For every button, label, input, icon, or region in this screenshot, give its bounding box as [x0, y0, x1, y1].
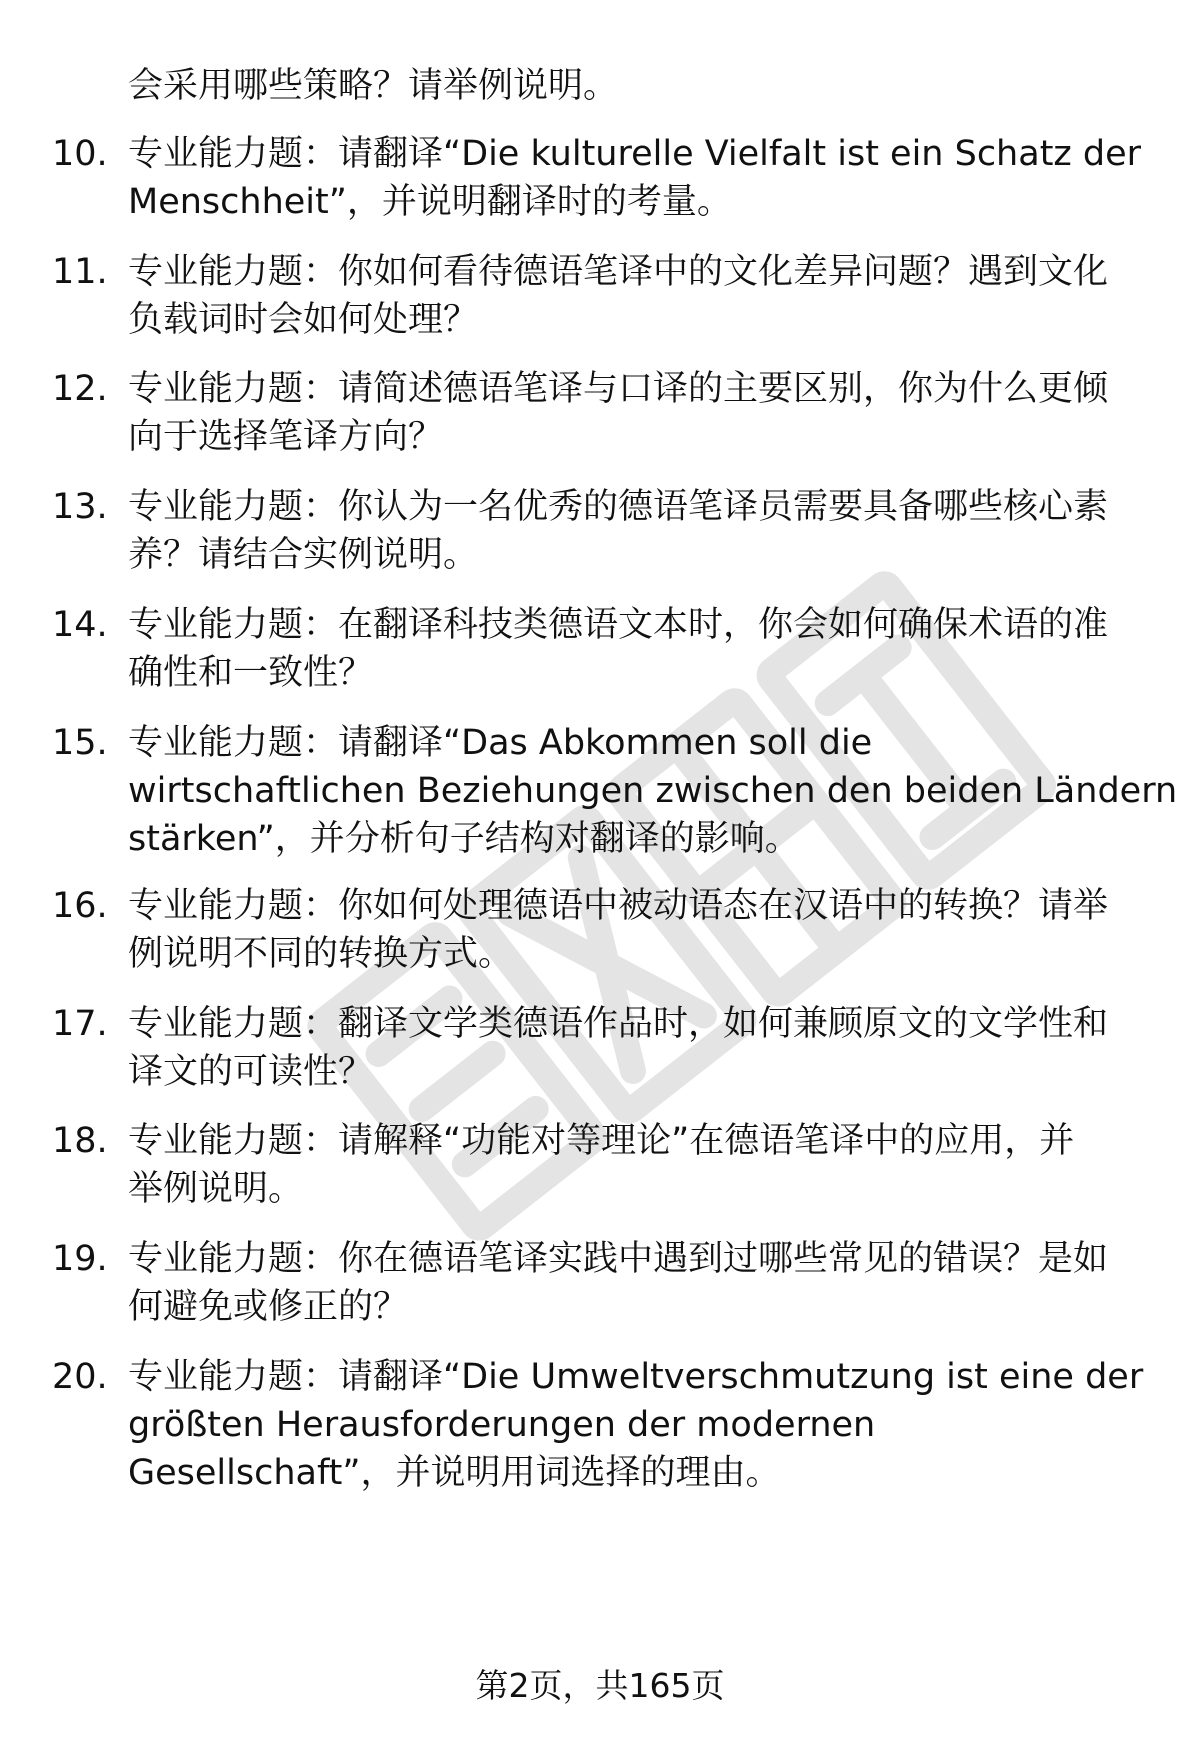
item-number: 18.	[52, 1121, 108, 1161]
item-text: 专业能力题：请翻译“Die kulturelle Vielfalt ist ein Schatz der Menschheit”，并说明翻译时的考量。	[128, 134, 1142, 222]
item-number: 19.	[52, 1239, 108, 1279]
item-number: 11.	[52, 252, 108, 292]
item-number: 10.	[52, 134, 108, 174]
item-number: 16.	[52, 886, 108, 926]
item-number: 20.	[52, 1357, 108, 1397]
item-text: 专业能力题：在翻译科技类德语文本时，你会如何确保术语的准 确性和一致性？	[128, 605, 1109, 693]
item-text: 专业能力题：请简述德语笔译与口译的主要区别，你为什么更倾 向于选择笔译方向？	[128, 369, 1109, 457]
item-number: 15.	[52, 723, 108, 763]
item-text: 专业能力题：你认为一名优秀的德语笔译员需要具备哪些核心素 养？请结合实例说明。	[128, 487, 1109, 575]
continued-text: 会采用哪些策略？请举例说明。	[128, 66, 619, 106]
page-footer: 第2页，共165页	[475, 1666, 725, 1705]
item-number: 14.	[52, 605, 108, 645]
item-text: 专业能力题：翻译文学类德语作品时，如何兼顾原文的文学性和 译文的可读性？	[128, 1004, 1109, 1092]
item-number: 17.	[52, 1004, 108, 1044]
item-text: 专业能力题：你如何看待德语笔译中的文化差异问题？遇到文化 负载词时会如何处理？	[128, 252, 1109, 340]
item-text: 专业能力题：请翻译“Die Umweltverschmutzung ist eine der größten Herausforderungen der modernen Gesellschaft”，并说明用词选择的理由。	[128, 1357, 1144, 1493]
item-number: 12.	[52, 369, 108, 409]
item-number: 13.	[52, 487, 108, 527]
item-text: 专业能力题：你如何处理德语中被动语态在汉语中的转换？请举 例说明不同的转换方式。	[128, 886, 1109, 974]
item-text: 专业能力题：你在德语笔译实践中遇到过哪些常见的错误？是如 何避免或修正的？	[128, 1239, 1109, 1327]
item-text: 专业能力题：请解释“功能对等理论”在德语笔译中的应用，并 举例说明。	[128, 1121, 1075, 1209]
item-text: 专业能力题：请翻译“Das Abkommen soll die wirtschaftlichen Beziehungen zwischen den beiden Ländern stärken”，并分析句子结构对翻译的影响。	[128, 723, 1178, 859]
